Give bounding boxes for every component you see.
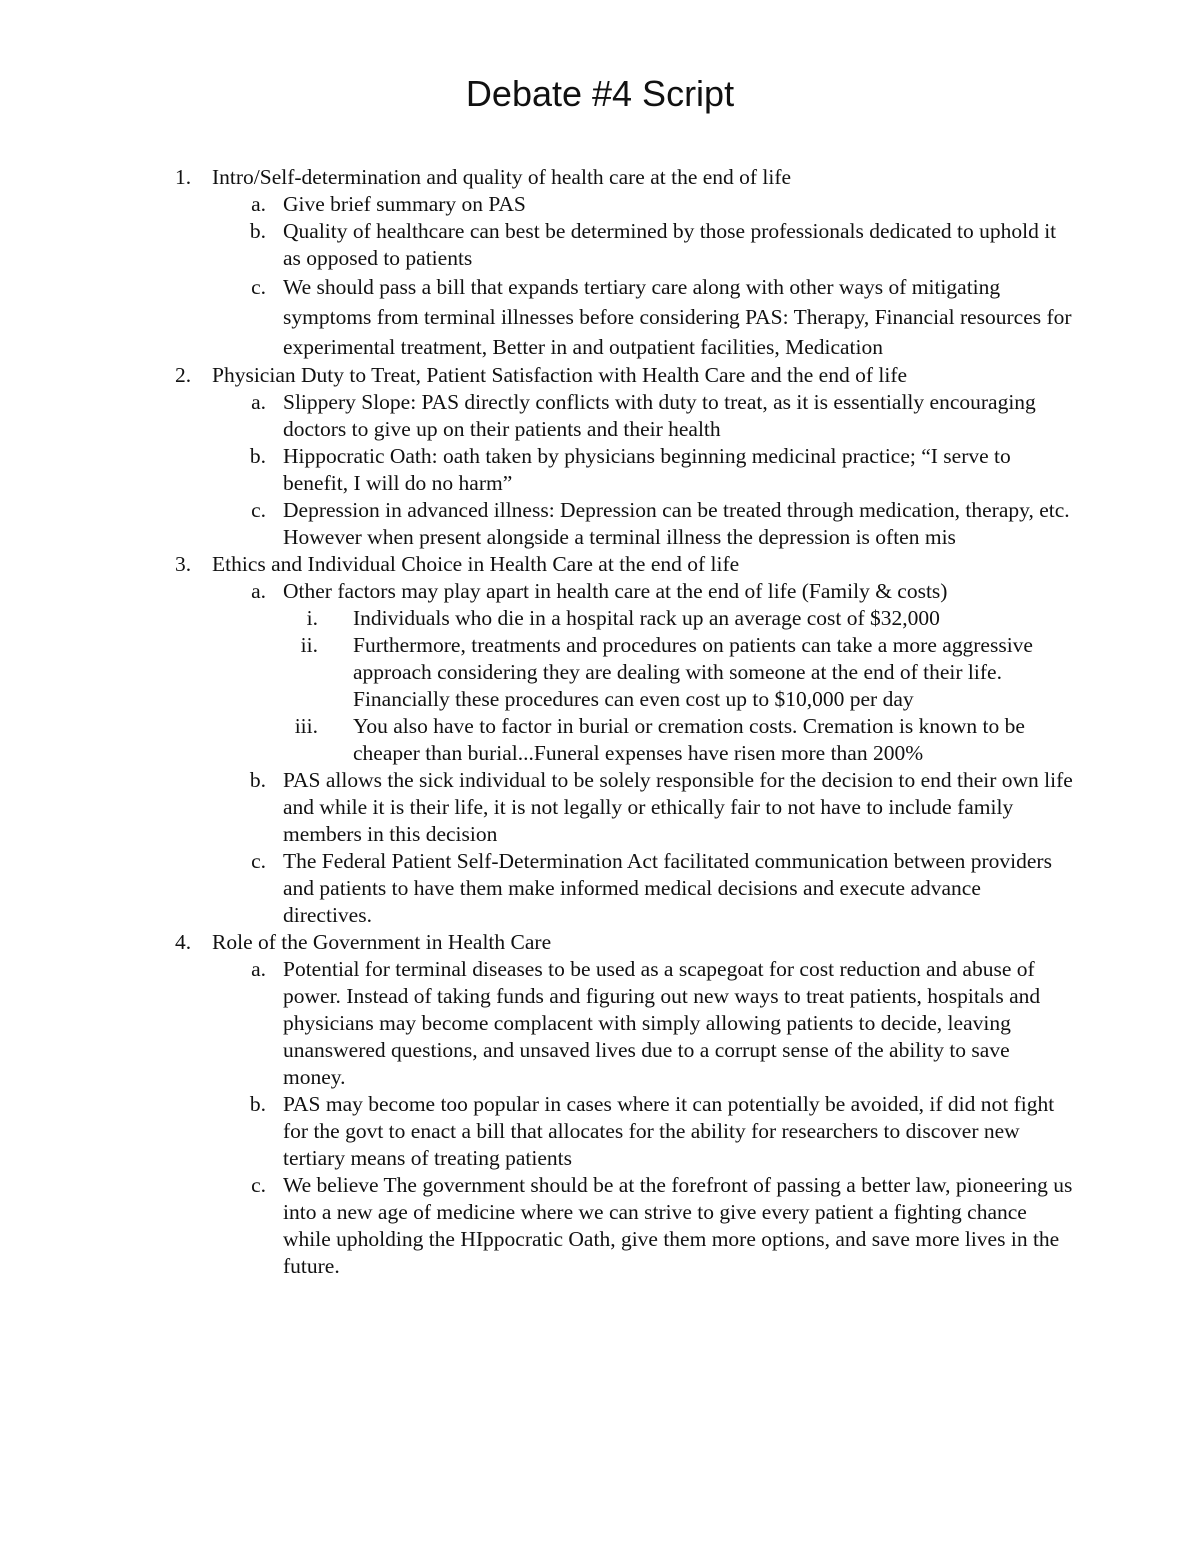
section-heading: Physician Duty to Treat, Patient Satisfaction with Health Care and the end of life: [212, 363, 908, 387]
outline-section-1: [0, 164, 1200, 362]
item-marker: a.: [251, 390, 266, 414]
section-number: 4.: [175, 930, 192, 954]
item-marker: b.: [249, 1092, 266, 1116]
item-marker: b.: [249, 219, 266, 243]
outline-section-2: [0, 362, 1200, 551]
section-heading: Intro/Self-determination and quality of health care at the end of life: [212, 165, 792, 189]
subitem-marker: iii.: [294, 714, 318, 738]
section-heading: Ethics and Individual Choice in Health Care at the end of life: [212, 552, 740, 576]
section-number: 3.: [175, 552, 192, 576]
list-item: PAS may become too popular in cases where it can potentially be avoided, if did not fight for the govt to enact a bill that allocates for the ability for researchers to discover new tertiary means of treating patients: [283, 1092, 1055, 1170]
list-item: Potential for terminal diseases to be used as a scapegoat for cost reduction and abuse of power. Instead of taking funds and figuring out new ways to treat patients, hospitals and physicians may become complacent with simply allowing patients to decide, leaving unanswered questions, and unsaved lives due to a corrupt sense of the ability to save money.: [283, 957, 1041, 1089]
list-item: Slippery Slope: PAS directly conflicts with duty to treat, as it is essentially encouraging doctors to give up on their patients and their health: [283, 390, 1036, 441]
outline-list: [0, 164, 1200, 1280]
item-marker: b.: [249, 444, 266, 468]
list-item: The Federal Patient Self-Determination Act facilitated communication between providers and patients to have them make informed medical decisions and execute advance directives.: [283, 849, 1052, 927]
list-subitem: You also have to factor in burial or cremation costs. Cremation is known to be cheaper than burial...Funeral expenses have risen more than 200%: [353, 714, 1025, 765]
list-item: Depression in advanced illness: Depression can be treated through medication, therapy, etc. However when present alongside a terminal illness the depression is often mis: [283, 498, 1070, 549]
subitem-marker: i.: [306, 606, 318, 630]
item-marker: a.: [251, 579, 266, 603]
list-subitem: Furthermore, treatments and procedures on patients can take a more aggressive approach considering they are dealing with someone at the end of their life. Financially these procedures can even cost up to $10,000 per day: [353, 633, 1033, 711]
list-item: Other factors may play apart in health care at the end of life (Family & costs): [283, 579, 948, 603]
item-marker: a.: [251, 957, 266, 981]
item-marker: c.: [251, 275, 266, 299]
item-marker: c.: [251, 849, 266, 873]
outline-section-3: [0, 551, 1200, 929]
subitem-marker: ii.: [300, 633, 318, 657]
list-item: PAS allows the sick individual to be solely responsible for the decision to end their own life and while it is their life, it is not legally or ethically fair to not have to include family members in this decision: [283, 768, 1073, 846]
section-heading: Role of the Government in Health Care: [212, 930, 552, 954]
list-item: We believe The government should be at the forefront of passing a better law, pioneering us into a new age of medicine where we can strive to give every patient a fighting chance while upholding the HIppocratic Oath, give them more options, and save more lives in the future.: [283, 1173, 1073, 1278]
section-number: 2.: [175, 363, 192, 387]
list-item: Quality of healthcare can best be determined by those professionals dedicated to uphold it as opposed to patients: [283, 219, 1057, 270]
item-marker: c.: [251, 498, 266, 522]
document-title: Debate #4 Script: [465, 73, 735, 114]
item-marker: a.: [251, 192, 266, 216]
list-item: Hippocratic Oath: oath taken by physicians beginning medicinal practice; “I serve to benefit, I will do no harm”: [283, 444, 1011, 495]
list-subitem: Individuals who die in a hospital rack up an average cost of $32,000: [353, 606, 940, 630]
section-number: 1.: [175, 165, 192, 189]
item-marker: c.: [251, 1173, 266, 1197]
outline-section-4: [0, 929, 1200, 1280]
list-item: Give brief summary on PAS: [283, 192, 526, 216]
list-item: We should pass a bill that expands tertiary care along with other ways of mitigating symptoms from terminal illnesses before considering PAS: Therapy, Financial resources for experimental treatment, Better in and outpatient facilities, Medication: [283, 275, 1072, 359]
item-marker: b.: [249, 768, 266, 792]
